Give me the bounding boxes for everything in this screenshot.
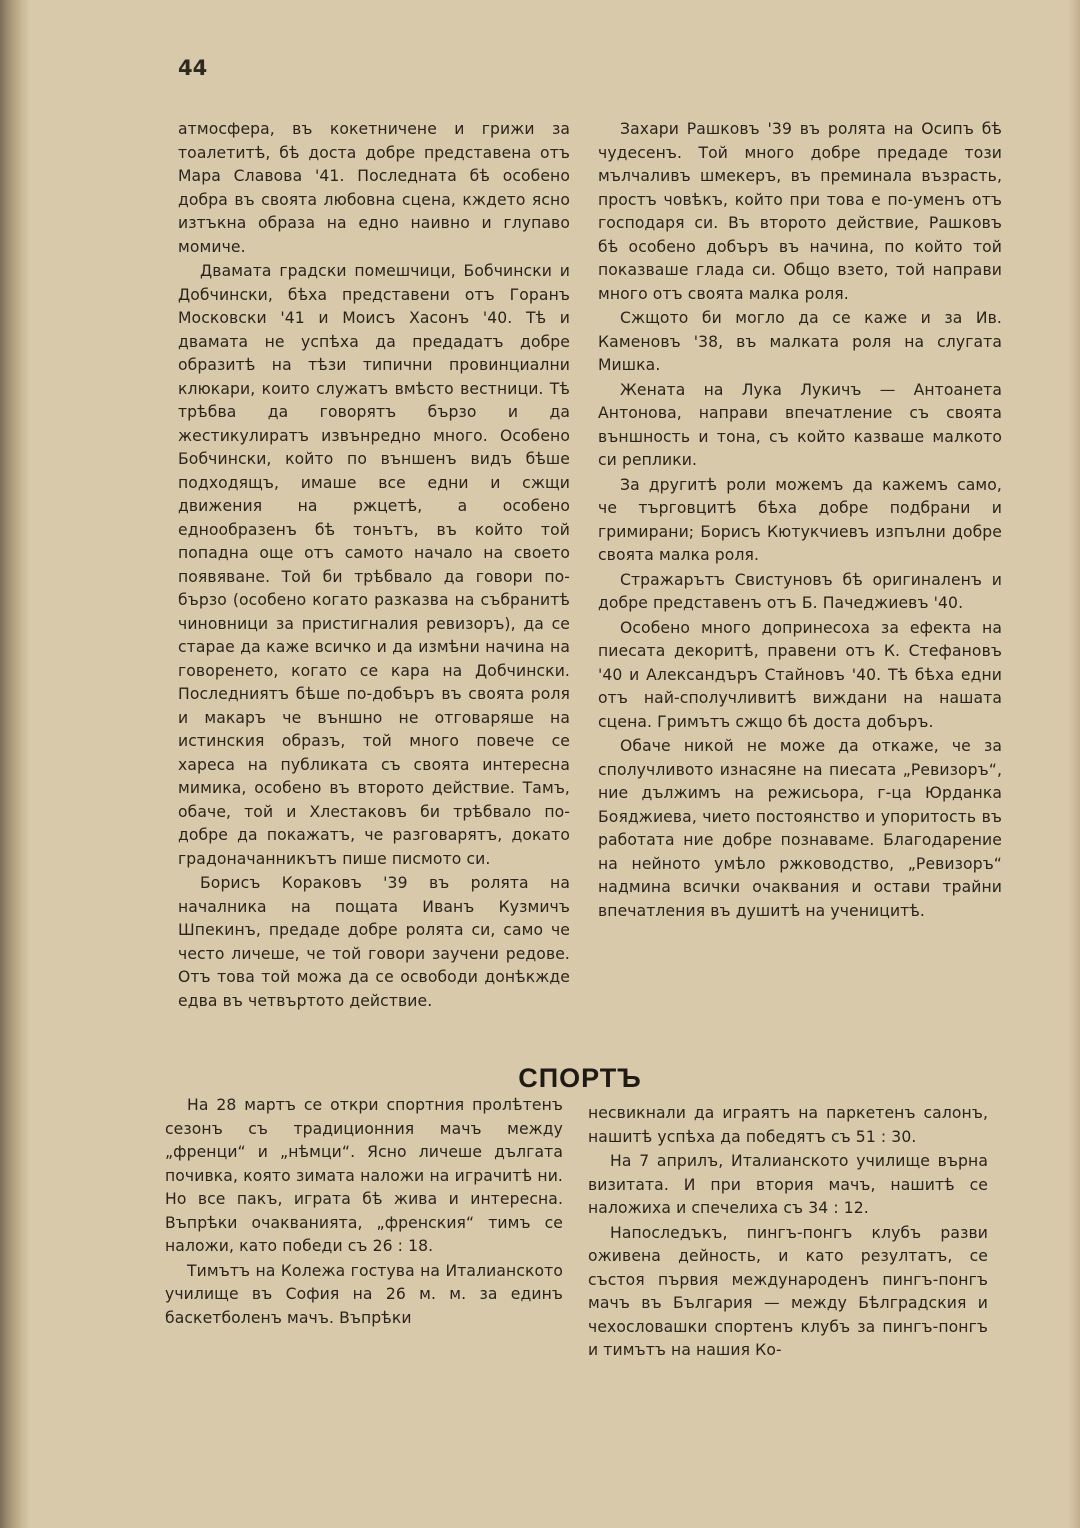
section-heading-sport: СПОРТЪ (518, 1063, 642, 1093)
paragraph: Особено много допринесоха за ефекта на пиесата декоритѣ, правени отъ К. Стефановъ '40 и Александъръ Стайновъ '40. Тѣ бѣха едни отъ най-сполучливитѣ виждани на нашата сцена. Гримътъ сжщо бѣ доста добъръ. (598, 618, 1002, 731)
paragraph: Двамата градски помешчици, Бобчински и Добчински, бѣха представени отъ Горанъ Московски '41 и Моисъ Хасонъ '40. Тѣ и двамата не успѣха да предадатъ добре образитѣ на тѣзи типични провинциални клюкари, които служатъ вмѣсто вестници. Тѣ трѣбва да говорятъ бързо и да жестикулиратъ извънредно много. Особено Бобчински, който по външенъ видъ бѣше подходящъ, имаше все едни и сжщи движения на ржцетѣ, а особено еднообразенъ бѣ тонътъ, въ който той попадна още отъ самото начало на своето появяване. Той би трѣбвало да говори по-бързо (особено когато разказва на събранитѣ чиновници за пристигналия ревизоръ), да се старае да каже всичко и да измѣни начина на говоренето, когато се кара на Добчински. Последниятъ бѣше по-добъръ въ своята роля и макаръ че външно не отговаряше на истинския образъ, той много повече се хареса на публиката съ своята интересна мимика, особено въ второто действие. Тамъ, обаче, той и Хлестаковъ би трѣбвало по-добре да покажатъ, че разговарятъ, докато градоначанникътъ пише писмото си. (178, 262, 570, 868)
paragraph: атмосфера, въ кокетничене и грижи за тоалетитѣ, бѣ доста добре представена отъ Мара Славова '41. Последната бѣ особено добра въ своята любовна сцена, кждето ясно изтъкна образа на едно наивно и глупаво момиче. (178, 120, 570, 256)
page-number: 44 (178, 56, 208, 80)
left-column-bottom (165, 1094, 563, 1330)
page-edge-shadow (1068, 0, 1080, 1528)
paragraph: Стражарътъ Свистуновъ бѣ оригиналенъ и добре представенъ отъ Б. Пачеджиевъ '40. (598, 570, 1002, 612)
paragraph: Жената на Лука Лукичъ — Антоанета Антонова, направи впечатление съ своята външность и тона, съ който казваше малкото си реплики. (598, 380, 1002, 469)
paragraph: На 28 мартъ се откри спортния пролѣтенъ сезонъ съ традиционния мачъ между „френци“ и „нѣмци“. Ясно личеше дългата почивка, която зимата наложи на играчитѣ ни. Но все пакъ, играта бѣ жива и интересна. Въпрѣки очакванията, „френския“ тимъ се наложи, като победи съ 26 : 18. (165, 1096, 563, 1255)
book-binding-shadow (0, 0, 30, 1528)
paragraph: На 7 априлъ, Италианското училище върна визитата. И при втория мачъ, нашитѣ се наложиха и спечелиха съ 34 : 12. (588, 1152, 988, 1217)
paragraph: Тимътъ на Колежа гостува на Италианското училище въ София на 26 м. м. за единъ баскетболенъ мачъ. Въпрѣки (165, 1261, 563, 1327)
paragraph: Борисъ Кораковъ '39 въ ролята на началника на пощата Иванъ Кузмичъ Шпекинъ, предаде добре ролята си, само че често личеше, че той говори заучени редове. Отъ това той можа да се освободи донѣкжде едва въ четвъртото действие. (178, 874, 570, 1010)
paragraph: Сжщото би могло да се каже и за Ив. Каменовъ '38, въ малката роля на слугата Мишка. (598, 309, 1002, 374)
right-column-top (598, 118, 1002, 923)
paragraph: Обаче никой не може да откаже, че за сполучливото изнасяне на пиесата „Ревизоръ“, ние дължимъ на режисьора, г-ца Юрданка Бояджиева, чието постоянство и упоритость въ работата ние добре познаваме. Благодарение на нейното умѣло ржководство, „Ревизоръ“ надмина всички очаквания и остави трайни впечатления въ душитѣ на ученицитѣ. (598, 737, 1002, 920)
paragraph: Напоследъкъ, пингъ-понгъ клубъ разви оживена дейность, и като резултатъ, се състоя първия международенъ пингъ-понгъ мачъ въ България — между Бѣлградския и чехословашки спортенъ клубъ за пингъ-понгъ и тимътъ на нашия Ко- (588, 1223, 988, 1359)
right-column-bottom (588, 1102, 988, 1363)
paragraph: За другитѣ роли можемъ да кажемъ само, че търговцитѣ бѣха добре подбрани и гримирани; Борисъ Кютукчиевъ изпълни добре своята малка роля. (598, 475, 1002, 564)
left-column-top (178, 118, 570, 1013)
paragraph: Захари Рашковъ '39 въ ролята на Осипъ бѣ чудесенъ. Той много добре предаде този мълчаливъ шмекеръ, въ преминала възрасть, простъ човѣкъ, който при това е по-уменъ отъ господаря си. Въ второто действие, Рашковъ бѣ особено добъръ въ начина, по който той показваше глада си. Общо взето, той направи много отъ своята малка роля. (598, 120, 1002, 303)
paragraph: несвикнали да играятъ на паркетенъ салонъ, нашитѣ успѣха да победятъ съ 51 : 30. (588, 1104, 988, 1146)
